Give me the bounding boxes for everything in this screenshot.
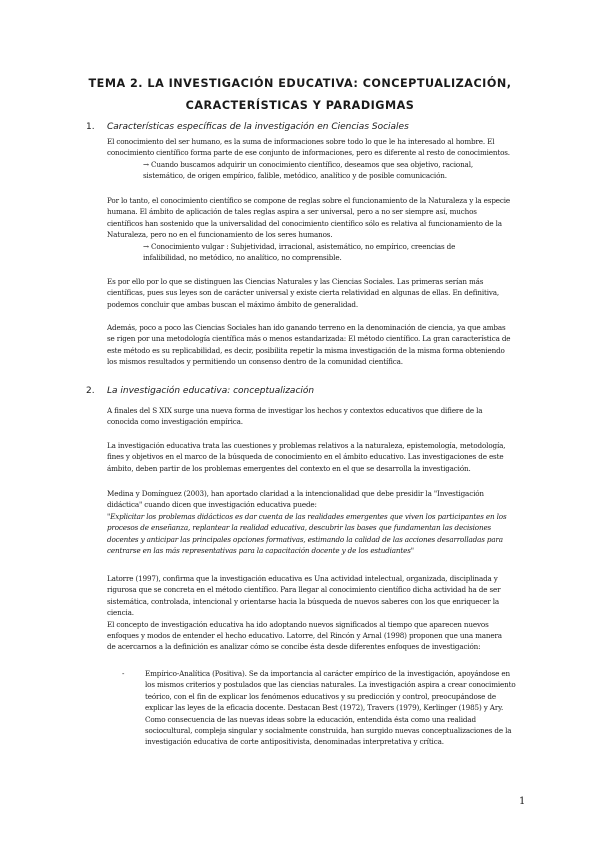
text-line: ámbito, deben partir de los problemas emergentes del contexto en el que se desarrolla la investigación. bbox=[107, 463, 471, 473]
text-line: El conocimiento del ser humano, es la suma de informaciones sobre todo lo que le ha interesado al hombre. El bbox=[107, 137, 495, 146]
text-line: Por lo tanto, el conocimiento científico se compone de reglas sobre el funcionamiento de la Naturaleza y la especie bbox=[107, 196, 511, 205]
text-line: Latorre (1997), confirma que la investigación educativa es Una actividad intelectual, organizada, disciplinada y bbox=[107, 574, 498, 583]
text-line: A finales del S XIX surge una nueva forma de investigar los hechos y contextos educativos que difiere de la bbox=[107, 406, 483, 415]
s2-paragraph-2 bbox=[107, 440, 527, 474]
s1-paragraph-1 bbox=[107, 136, 527, 159]
s1-paragraph-3 bbox=[107, 276, 527, 310]
text-line: de acercarnos a la definición es analizar cómo se concibe ésta desde diferentes enfoques de investigación: bbox=[107, 642, 481, 652]
bullet-marker: - bbox=[122, 669, 125, 678]
text-line: los mismos resultados y permitiendo un consenso dentro de la comunidad científica. bbox=[107, 357, 403, 367]
s1-paragraph-1-note bbox=[143, 159, 528, 182]
text-line: este método es su replicabilidad, es decir, posibilita repetir la misma investigación de la misma forma obteniendo bbox=[107, 345, 505, 355]
text-line: Empírico-Analítica (Positiva). Se da importancia al carácter empírico de la investigación, apoyándose en bbox=[145, 669, 510, 678]
text-line: La investigación educativa trata las cuestiones y problemas relativos a la naturaleza, epistemología, metodología, bbox=[107, 441, 506, 450]
s2-paragraph-4 bbox=[107, 573, 527, 653]
text-line: científicas, pues sus leyes son de carácter universal y existe cierta relatividad en algunas de ellas. En definitiva, bbox=[107, 288, 500, 298]
text-line: humana. El ámbito de aplicación de tales reglas aspira a ser universal, pero a no ser siempre así, muchos bbox=[107, 207, 477, 217]
s2-paragraph-1 bbox=[107, 405, 527, 428]
text-line: didáctica" cuando dicen que investigación educativa puede: bbox=[107, 500, 317, 510]
s1-paragraph-4 bbox=[107, 322, 527, 368]
section-2-title: La investigación educativa: conceptualización bbox=[107, 386, 315, 396]
text-line: docentes y anticipar las principales opciones formativas, estimando la calidad de las acciones desarrolladas para bbox=[107, 534, 503, 544]
text-line: conocida como investigación empírica. bbox=[107, 417, 243, 427]
text-line: conocimiento científico forma parte de ese conjunto de informaciones, pero es diferente al resto de conocimientos. bbox=[107, 148, 510, 158]
text-line: investigación educativa de corte antipositivista, denominadas interpretativa y crítica. bbox=[145, 737, 444, 747]
text-line: infalibilidad, no metódico, no analítico, no comprensible. bbox=[143, 253, 342, 263]
text-line: Naturaleza, pero no en el funcionamiento de los seres humanos. bbox=[107, 230, 333, 240]
text-line: los mismos criterios y postulados que las ciencias naturales. La investigación aspira a crear conocimiento bbox=[145, 680, 516, 690]
text-line: se rigen por una metodología científica más o menos estandarizada: El método científico. La gran característica de bbox=[107, 334, 511, 344]
text-line: centrarse en las más representativas para la capacitación docente y de los estudiantes" bbox=[107, 546, 414, 556]
text-line: teórico, con el fin de explicar los fenómenos educativos y su predicción y control, preocupándose de bbox=[145, 691, 496, 701]
text-line: fines y objetivos en el marco de la búsqueda de conocimiento en el ámbito educativo. Las investigaciones de este bbox=[107, 452, 504, 462]
s2-quote bbox=[107, 511, 527, 557]
text-line: explicar las leyes de la eficacia docente. Destacan Best (1972), Travers (1979), Kerlinger (1985) y Ary. bbox=[145, 703, 504, 713]
text-line: podemos concluir que ambas buscan el máximo ámbito de generalidad. bbox=[107, 299, 359, 309]
section-1-title: Características específicas de la investigación en Ciencias Sociales bbox=[107, 122, 409, 132]
text-line: sociocultural, compleja singular y socialmente construida, han surgido nuevas conceptualizaciones de la bbox=[145, 726, 512, 736]
text-line: sistemática, controlada, intencional y orientarse hacia la búsqueda de nuevos saberes con los que enriquecer la bbox=[107, 596, 500, 606]
section-1-number: 1. bbox=[86, 122, 95, 132]
text-line: ciencia. bbox=[107, 608, 134, 618]
text-line: "Explicitar los problemas didácticos es dar cuenta de las realidades emergentes que viven los participantes en los bbox=[107, 512, 507, 521]
s2-paragraph-3 bbox=[107, 488, 527, 511]
text-line: procesos de enseñanza, replantear la realidad educativa, descubrir las bases que fundamentan las decisiones bbox=[107, 523, 492, 533]
s1-paragraph-2 bbox=[107, 195, 527, 241]
text-line: El concepto de investigación educativa ha ido adoptando nuevos significados al tiempo que aparecen nuevos bbox=[107, 619, 489, 629]
text-line: enfoques y modos de entender el hecho educativo. Latorre, del Rincón y Arnal (1998) proponen que una manera bbox=[107, 631, 502, 641]
text-line: sistemático, de origen empírico, falible, metódico, analítico y de posible comunicación. bbox=[143, 171, 447, 181]
s2-bullet-empirico-analitica bbox=[145, 668, 529, 748]
text-line: Además, poco a poco las Ciencias Sociales han ido ganando terreno en la denominación de ciencia, ya que ambas bbox=[107, 323, 506, 332]
text-line: científicos han sostenido que la universalidad del conocimiento científico sólo es relativa al funcionamiento de la bbox=[107, 218, 502, 228]
text-line: → Cuando buscamos adquirir un conocimiento científico, deseamos que sea objetivo, racional, bbox=[143, 160, 473, 169]
document-title-line-1: TEMA 2. LA INVESTIGACIÓN EDUCATIVA: CONCEPTUALIZACIÓN, bbox=[88, 77, 512, 90]
document-title-line-2: CARACTERÍSTICAS Y PARADIGMAS bbox=[185, 99, 415, 112]
s1-paragraph-2-note bbox=[143, 241, 528, 264]
text-line: Medina y Domínguez (2003), han aportado claridad a la intencionalidad que debe presidir la "Investigación bbox=[107, 489, 484, 498]
text-line: Es por ello por lo que se distinguen las Ciencias Naturales y las Ciencias Sociales. Las primeras serían más bbox=[107, 277, 484, 286]
section-2-number: 2. bbox=[86, 386, 95, 396]
text-line: rigurosa que se concreta en el método científico. Para llegar al conocimiento científico dicha actividad ha de ser bbox=[107, 585, 501, 595]
page-number: 1 bbox=[519, 796, 526, 807]
text-line: Como consecuencia de las nuevas ideas sobre la educación, entendida ésta como una realidad bbox=[145, 714, 476, 724]
text-line: → Conocimiento vulgar : Subjetividad, irracional, asistemático, no empírico, creencias de bbox=[143, 242, 456, 251]
